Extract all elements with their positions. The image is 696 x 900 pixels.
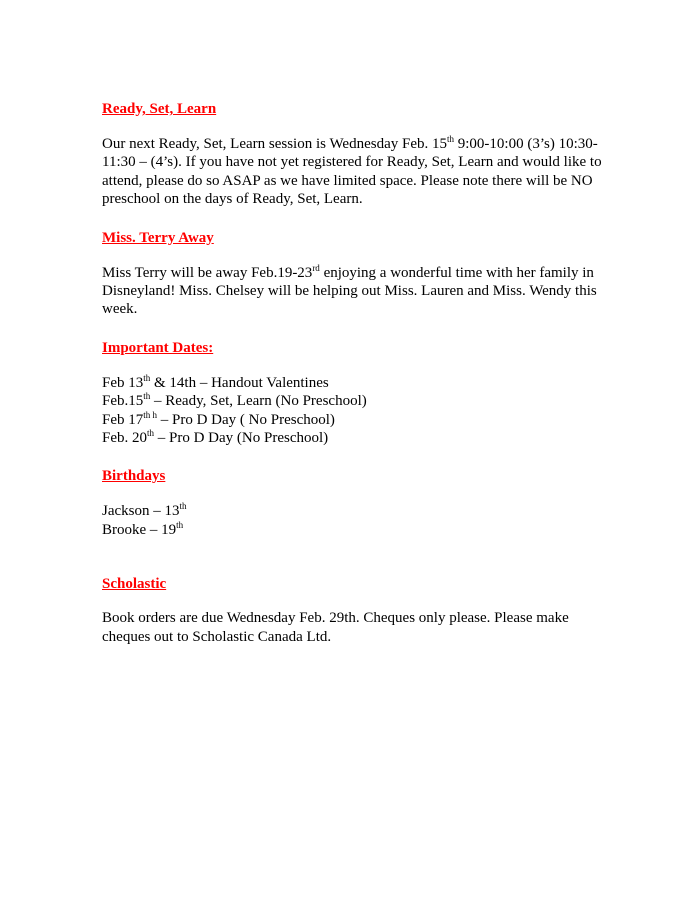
list-item xyxy=(102,374,602,392)
date-description: – Ready, Set, Learn (No Preschool) xyxy=(150,393,367,410)
section-miss-terry-away xyxy=(102,229,602,319)
section-ready-set-learn xyxy=(102,100,602,209)
paragraph-scholastic: Book orders are due Wednesday Feb. 29th. Cheques only please. Please make cheques out to Scholastic Canada Ltd. xyxy=(102,610,569,645)
date-description: – Pro D Day (No Preschool) xyxy=(154,430,329,447)
section-scholastic xyxy=(102,575,602,646)
list-item xyxy=(102,521,602,539)
section-birthdays xyxy=(102,467,602,539)
birthday-superscript: th xyxy=(179,501,187,512)
paragraph-miss-terry-away xyxy=(102,264,602,319)
list-item xyxy=(102,392,602,410)
important-dates-list xyxy=(102,374,602,448)
date-superscript: th h xyxy=(143,409,158,420)
section-important-dates xyxy=(102,339,602,448)
heading-ready-set-learn: Ready, Set, Learn xyxy=(102,101,217,117)
heading-miss-terry-away: Miss. Terry Away xyxy=(102,229,214,246)
birthday-label: Brooke – 19 xyxy=(102,521,177,538)
date-description: & 14th – Handout Valentines xyxy=(150,374,329,391)
heading-important-dates: Important Dates: xyxy=(102,339,214,356)
list-item xyxy=(102,502,602,520)
list-item xyxy=(102,429,602,447)
birthdays-list xyxy=(102,502,602,539)
date-description: – Pro D Day ( No Preschool) xyxy=(157,411,335,428)
date-superscript: th xyxy=(143,372,151,383)
terry-text-superscript: rd xyxy=(312,262,320,273)
list-item xyxy=(102,411,602,429)
date-superscript: th xyxy=(147,428,155,439)
paragraph-ready-set-learn xyxy=(102,135,602,209)
ready-text-part2: 9:00-10:00 (3’s) 10:30-11:30 – (4’s). If you have not yet registered for Ready, Set, Learn and would like to attend, please do so ASAP as we have limited space. Please note there will be NO preschool on the days of Ready, Set, Learn. xyxy=(102,136,602,208)
date-label: Feb.15 xyxy=(102,393,144,410)
ready-text-part1: Our next Ready, Set, Learn session is Wednesday Feb. 15 xyxy=(102,136,447,152)
date-superscript: th xyxy=(143,391,151,402)
date-label: Feb 13 xyxy=(102,374,144,391)
date-label: Feb. 20 xyxy=(102,430,147,447)
terry-text-part2: enjoying a wonderful time with her family in Disneyland! Miss. Chelsey will be helping out Miss. Lauren and Miss. Wendy this week. xyxy=(102,264,597,318)
terry-text-part1: Miss Terry will be away Feb.19-23 xyxy=(102,264,313,281)
newsletter-content xyxy=(102,100,602,646)
date-label: Feb 17 xyxy=(102,411,144,428)
birthday-superscript: th xyxy=(176,519,184,530)
heading-birthdays: Birthdays xyxy=(102,468,166,485)
heading-scholastic: Scholastic xyxy=(102,576,167,593)
ready-text-superscript: th xyxy=(446,134,454,144)
birthday-label: Jackson – 13 xyxy=(102,503,180,520)
